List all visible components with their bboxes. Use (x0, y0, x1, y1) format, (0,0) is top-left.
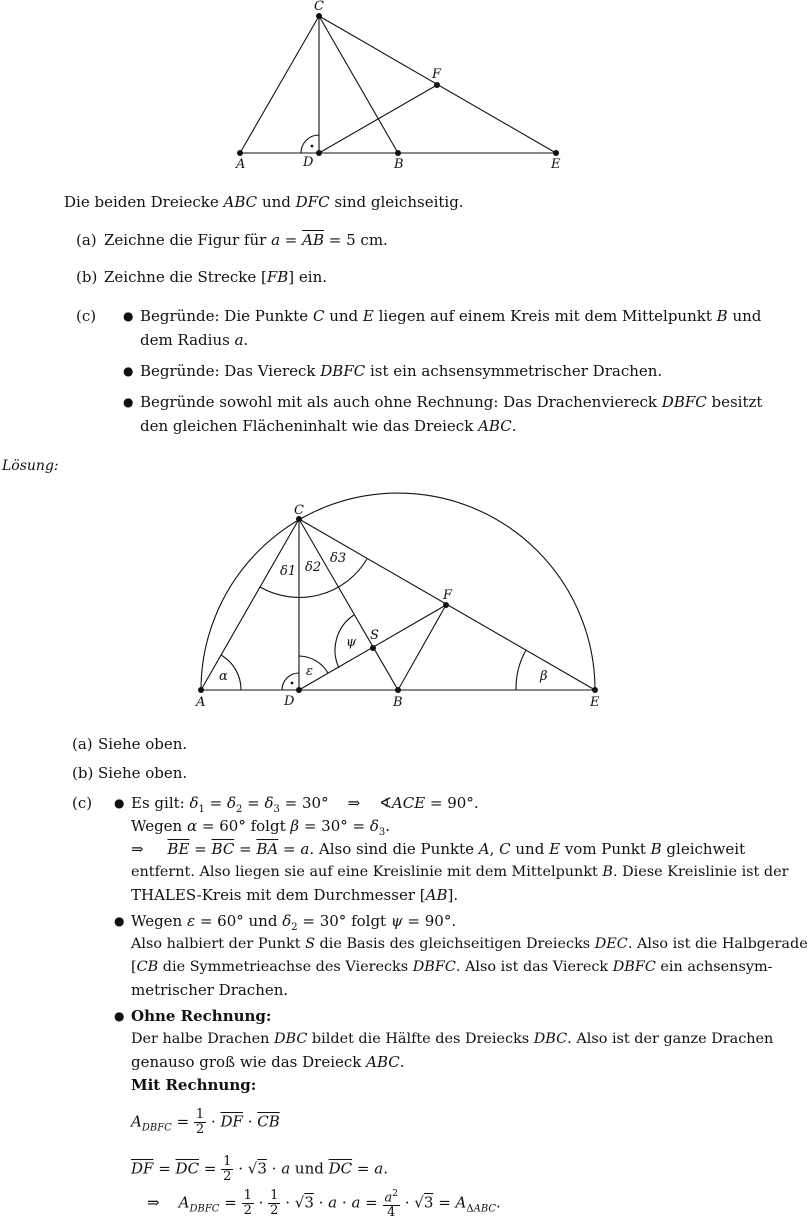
figure-top (0, 0, 733, 180)
label-alpha: α (219, 669, 228, 684)
solution-b-label: (b) (72, 764, 94, 782)
point-A (237, 150, 243, 156)
segment-FB (398, 605, 446, 690)
solution-c2-line1: Wegen ε = 60° und $\delta_2 = 30^\circ$ folgt ψ = 90°. (131, 912, 457, 933)
bullet: ● (123, 395, 134, 409)
segment-DF (319, 85, 437, 153)
point-F (434, 82, 440, 88)
angle-arc-beta (516, 650, 526, 690)
label-B: B (394, 157, 404, 172)
right-angle-arc (282, 673, 299, 690)
segment-AC (240, 16, 319, 153)
solution-a-label: (a) (72, 735, 93, 753)
solution-c2-line2: Also halbiert der Punkt S die Basis des gleichseitigen Dreiecks DEC. Also ist die Halbgerade (131, 936, 808, 952)
solution-c1-line1: Es gilt: $\delta_1 = \delta_2 = \delta_3 = 30^\circ$ ⇒ ∢ACE = 90°. (131, 794, 479, 815)
solution-a-text: Siehe oben. (98, 735, 188, 753)
figure-solution (0, 480, 733, 715)
solution-c2-line3: [CB die Symmetrieachse des Vierecks DBFC. Also ist das Viereck DBFC ein achsensym- (131, 959, 773, 975)
solution-c3-heading2: Mit Rechnung: (131, 1076, 257, 1094)
label-A: A (196, 695, 206, 710)
label-D: D (303, 155, 314, 170)
label-S: S (370, 628, 379, 643)
solution-c1-line5: THALES-Kreis mit dem Durchmesser [AB]. (131, 886, 459, 904)
point-A (198, 687, 204, 693)
segment-CB (299, 519, 398, 690)
point-B (395, 150, 401, 156)
label-eps: ε (306, 664, 313, 679)
label-F: F (432, 67, 442, 82)
bullet: ● (114, 796, 125, 810)
solution-c1-line2: Wegen α = 60° folgt $\beta = 30^\circ = \delta_3$. (131, 817, 391, 838)
point-E (592, 687, 598, 693)
solution-c1-line3: ⇒ $\overline{BE} = \overline{BC} = \overline{BA} = a$. Also sind die Punkte A, C und E vom Punkt B gleichweit (131, 840, 746, 858)
solution-b-text: Siehe oben. (98, 764, 188, 782)
task-c-bullet-2: Begründe: Das Viereck DBFC ist ein achsensymmetrischer Drachen. (140, 362, 663, 380)
point-B (395, 687, 401, 693)
label-B: B (393, 695, 403, 710)
label-beta: β (540, 669, 548, 684)
label-psi: ψ (346, 635, 357, 650)
right-angle-arc (301, 135, 319, 153)
bullet: ● (114, 914, 125, 928)
bullet: ● (114, 1009, 125, 1023)
solution-c3-heading1: Ohne Rechnung: (131, 1007, 272, 1025)
segment-CB (319, 16, 398, 153)
task-intro: Die beiden Dreiecke ABC und DFC sind gleichseitig. (64, 193, 464, 211)
task-b-label: (b) (76, 268, 98, 286)
solution-heading: Lösung: (2, 458, 59, 474)
task-b-text: Zeichne die Strecke [FB] ein. (104, 268, 328, 286)
point-E (553, 150, 559, 156)
label-C: C (314, 0, 324, 14)
label-E: E (551, 157, 561, 172)
label-E: E (590, 695, 600, 710)
task-a-text: Zeichne die Figur für $a = \overline{AB} = 5$ cm. (104, 231, 388, 249)
point-S (370, 645, 376, 651)
label-delta3: δ3 (330, 551, 347, 566)
solution-c-label: (c) (72, 794, 93, 812)
bullet: ● (123, 309, 134, 323)
point-D (296, 687, 302, 693)
bullet: ● (123, 364, 134, 378)
solution-c3-text2: genauso groß wie das Dreieck ABC. (131, 1053, 405, 1071)
label-delta2: δ2 (305, 560, 322, 575)
angle-arc-eps (299, 656, 328, 673)
solution-c2-line4: metrischer Drachen. (131, 981, 289, 999)
solution-c1-line4: entfernt. Also liegen sie auf eine Kreislinie mit dem Mittelpunkt B. Diese Kreislinie ist der (131, 864, 789, 880)
thales-semicircle (201, 493, 595, 690)
task-c-bullet-1b: dem Radius a. (140, 331, 249, 349)
task-c-bullet-3b: den gleichen Flächeninhalt wie das Dreieck ABC. (140, 417, 517, 435)
label-delta1: δ1 (280, 564, 297, 579)
point-D (316, 150, 322, 156)
task-c-label: (c) (76, 307, 97, 325)
task-a-label: (a) (76, 231, 97, 249)
formula-1: $A_{DBFC}$ = $\frac{1}{2}$ · $\overline{DF} \cdot \overline{CB}$ (131, 1107, 280, 1137)
label-D: D (284, 694, 295, 709)
task-c-bullet-3: Begründe sowohl mit als auch ohne Rechnung: Das Drachenviereck DBFC besitzt (140, 393, 763, 411)
solution-c3-text1: Der halbe Drachen DBC bildet die Hälfte des Dreiecks DBC. Also ist der ganze Drachen (131, 1031, 774, 1047)
label-A: A (236, 157, 246, 172)
label-F: F (443, 588, 453, 603)
formula-2: $\overline{DF} = \overline{DC}$ = $\frac{1}{2}$ · √3 · a und $\overline{DC} = a$. (131, 1154, 388, 1184)
segment-AC (201, 519, 299, 690)
label-C: C (294, 503, 304, 518)
formula-3: ⇒ $A_{DBFC}$ = $\frac{1}{2}$ · $\frac{1}{2}$ · √3 · a · a = $\frac{a^2}{4}$ · $√3 = A_{\Delta ABC}$. (147, 1188, 501, 1220)
task-c-bullet-1: Begründe: Die Punkte C und E liegen auf einem Kreis mit dem Mittelpunkt B und (140, 307, 762, 325)
